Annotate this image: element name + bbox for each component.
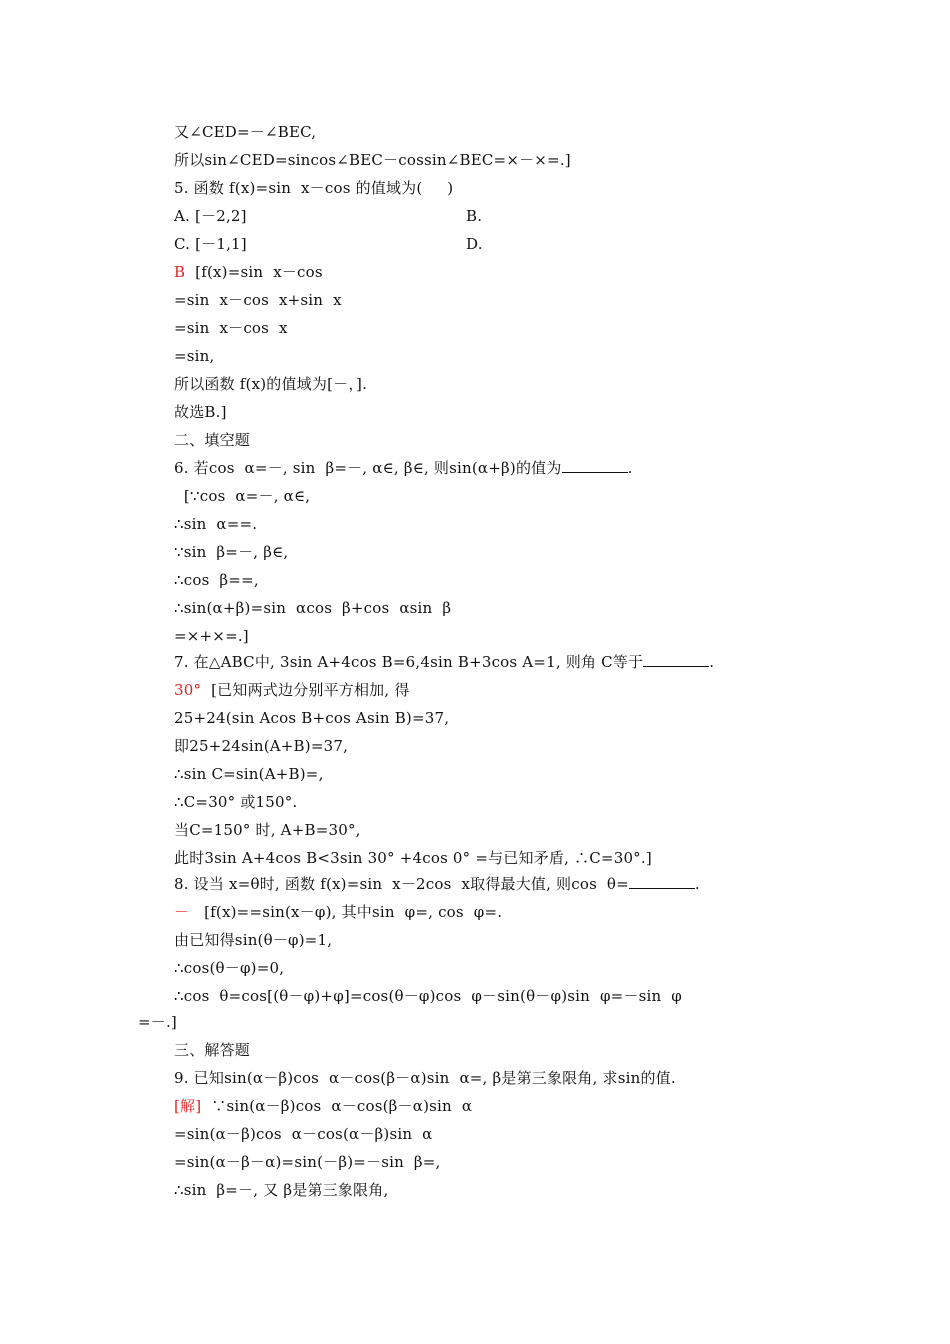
answer-key: － [174,903,190,921]
text-line: 又∠CED=－∠BEC, [174,123,317,141]
text-line: ∵sin β=－, β∈, [174,543,289,561]
answer-key: 30° [174,681,202,699]
text-line: ∴sin α==. [174,515,258,533]
answer-text: [f(x)=sin x－cos [185,263,323,281]
text-line: =sin, [174,347,215,365]
text-line: 所以函数 f(x)的值域为[－，]. [174,375,368,393]
text-line: ∴C=30° 或150°. [174,793,298,811]
text-line: 所以sin∠CED=sincos∠BEC－cossin∠BEC=×－×=.] [174,151,571,169]
text-line: =sin x－cos x+sin x [174,291,342,309]
answer-key: B [174,263,186,281]
text-line: 故选B.] [174,403,227,421]
question-5: 5. 函数 f(x)=sin x－cos 的值域为( ) [174,179,454,197]
answer-blank [629,874,695,889]
answer-text: [已知两式边分别平方相加, 得 [201,681,410,699]
text-line: [∵cos α=－, α∈, [174,487,311,505]
answer-blank [562,458,628,473]
answer-line [174,680,410,700]
option-b: B. [466,207,483,225]
text-line: ∴cos(θ－φ)=0, [174,959,285,977]
section-heading: 三、解答题 [174,1041,251,1059]
text-line: ∴sin C=sin(A+B)=, [174,765,324,783]
answer-text: [f(x)==sin(x－φ), 其中sin φ=, cos φ=. [189,903,503,921]
question-9: 9. 已知sin(α－β)cos α－cos(β－α)sin α=, β是第三象限角, 求sin的值. [174,1069,676,1087]
text-line: ∴cos β==, [174,571,259,589]
answer-text: ∵sin(α－β)cos α－cos(β－α)sin α [201,1097,473,1115]
text-line: 25+24(sin Acos B+cos Asin B)=37, [174,709,450,727]
section-heading: 二、填空题 [174,431,251,449]
answer-line [174,262,323,282]
text-line: =sin(α－β－α)=sin(－β)=－sin β=, [174,1153,441,1171]
question-text: 7. 在△ABC中, 3sin A+4cos B=6,4sin B+3cos A=1, 则角 C等于 [174,653,644,671]
text-line: 由已知得sin(θ－φ)=1, [174,931,333,949]
text-line: ∴sin β=－, 又 β是第三象限角, [174,1181,389,1199]
text-line: =sin x－cos x [174,319,288,337]
answer-blank [643,652,709,667]
text-line: =－.] [138,1013,177,1031]
question-6: 6. 若cos α=－, sin β=－, α∈, β∈, 则sin(α+β)的值为 . [174,459,633,477]
option-c: C. [－1,1] [174,235,247,253]
option-a: A. [－2,2] [174,207,247,225]
question-text: 6. 若cos α=－, sin β=－, α∈, β∈, 则sin(α+β)的值为 [174,459,562,477]
text-line: =×+×=.] [174,627,249,645]
text-line: ∴sin(α+β)=sin αcos β+cos αsin β [174,599,452,617]
question-text: 8. 设当 x=θ时, 函数 f(x)=sin x－2cos x取得最大值, 则cos θ= [174,875,629,893]
answer-line [174,902,502,922]
question-7: 7. 在△ABC中, 3sin A+4cos B=6,4sin B+3cos A=1, 则角 C等于 . [174,653,715,671]
text-line: 即25+24sin(A+B)=37, [174,737,349,755]
answer-line [174,1096,472,1116]
text-line: ∴cos θ=cos[(θ－φ)+φ]=cos(θ－φ)cos φ－sin(θ－φ)sin φ=－sin φ [174,987,683,1005]
question-8: 8. 设当 x=θ时, 函数 f(x)=sin x－2cos x取得最大值, 则cos θ= . [174,875,700,893]
text-line: 此时3sin A+4cos B<3sin 30° +4cos 0° =与已知矛盾, ∴C=30°.] [174,849,652,867]
option-d: D. [466,235,483,253]
text-line: 当C=150° 时, A+B=30°, [174,821,361,839]
text-line: =sin(α－β)cos α－cos(α－β)sin α [174,1125,433,1143]
solution-label: [解] [174,1097,202,1115]
